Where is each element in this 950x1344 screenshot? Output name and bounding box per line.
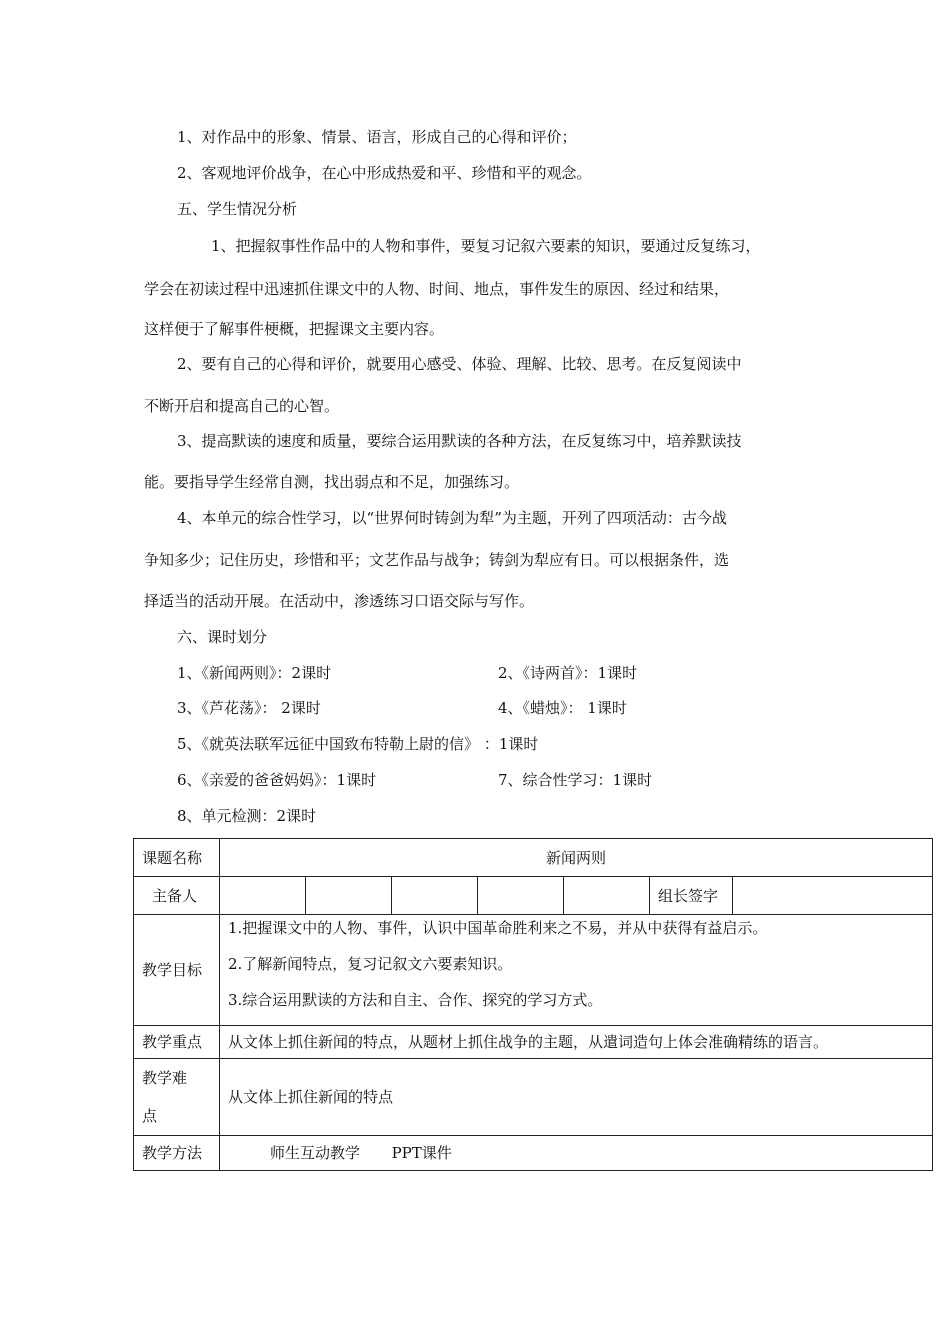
preparer-cell — [220, 877, 306, 915]
paragraph-line: 择适当的活动开展。在活动中，渗透练习口语交际与写作。 — [144, 592, 535, 610]
difficulty-label — [134, 1059, 220, 1136]
method-item: 师生互动教学 — [270, 1144, 361, 1162]
schedule-item: 3、《芦花荡》： 2课时 — [177, 699, 321, 717]
preparer-cell — [478, 877, 564, 915]
schedule-item: 7、综合性学习：1课时 — [498, 771, 653, 789]
method-item: PPT课件 — [391, 1144, 452, 1162]
difficulty-label-line: 点 — [142, 1107, 158, 1125]
preparer-cell — [564, 877, 650, 915]
method-cell — [220, 1136, 933, 1171]
paragraph-line: 不断开启和提高自己的心智。 — [144, 397, 340, 415]
table-row — [134, 1059, 933, 1136]
goals-label: 教学目标 — [134, 915, 220, 1026]
focus-label: 教学重点 — [134, 1026, 220, 1059]
method-label: 教学方法 — [134, 1136, 220, 1171]
goal-line: 1.把握课文中的人物、事件，认识中国革命胜利来之不易，并从中获得有益启示。 — [228, 919, 768, 937]
paragraph-line: 3、提高默读的速度和质量，要综合运用默读的各种方法，在反复练习中，培养默读技 — [177, 432, 742, 450]
focus-value: 从文体上抓住新闻的特点，从题材上抓住战争的主题，从遣词造句上体会准确精练的语言。 — [220, 1026, 933, 1059]
preparer-cell — [392, 877, 478, 915]
goals-cell — [220, 915, 933, 1026]
title-value: 新闻两则 — [220, 839, 933, 877]
paragraph-line: 争知多少；记住历史，珍惜和平；文艺作品与战争；铸剑为犁应有日。可以根据条件，选 — [144, 551, 730, 569]
goal-line: 3.综合运用默读的方法和自主、合作、探究的学习方式。 — [228, 991, 603, 1009]
goal-item-1: 1、对作品中的形象、情景、语言，形成自己的心得和评价； — [177, 128, 577, 146]
section-heading: 五、学生情况分析 — [177, 200, 298, 218]
schedule-item: 4、《蜡烛》： 1课时 — [498, 699, 627, 717]
goal-line: 2.了解新闻特点，复习记叙文六要素知识。 — [228, 955, 513, 973]
paragraph-line: 1、把握叙事性作品中的人物和事件，要复习记叙六要素的知识，要通过反复练习， — [211, 237, 761, 255]
preparer-label: 主备人 — [134, 877, 220, 915]
difficulty-value: 从文体上抓住新闻的特点 — [220, 1059, 933, 1136]
title-label: 课题名称 — [134, 839, 220, 877]
table-row — [134, 1136, 933, 1171]
table-row — [134, 877, 933, 915]
schedule-item: 8、单元检测：2课时 — [177, 807, 317, 825]
preparer-cell — [306, 877, 392, 915]
section-heading: 六、课时划分 — [177, 628, 268, 646]
paragraph-line: 能。要指导学生经常自测，找出弱点和不足，加强练习。 — [144, 473, 520, 491]
paragraph-line: 学会在初读过程中迅速抓住课文中的人物、时间、地点，事件发生的原因、经过和结果， — [144, 280, 730, 298]
paragraph-line: 2、要有自己的心得和评价，就要用心感受、体验、理解、比较、思考。在反复阅读中 — [177, 355, 742, 373]
leader-signature-cell — [733, 877, 933, 915]
difficulty-label-line: 教学难 — [142, 1069, 188, 1087]
lesson-plan-table — [133, 838, 933, 1171]
schedule-item: 6、《亲爱的爸爸妈妈》：1课时 — [177, 771, 377, 789]
schedule-item: 1、《新闻两则》：2课时 — [177, 664, 332, 682]
table-row — [134, 1026, 933, 1059]
schedule-item: 2、《诗两首》：1课时 — [498, 664, 638, 682]
paragraph-line: 这样便于了解事件梗概，把握课文主要内容。 — [144, 320, 445, 338]
leader-label: 组长签字 — [650, 877, 733, 915]
table-row — [134, 839, 933, 877]
schedule-item: 5、《就英法联军远征中国致布特勒上尉的信》 ：1课时 — [177, 735, 539, 753]
paragraph-line: 4、本单元的综合性学习，以“世界何时铸剑为犁”为主题，开列了四项活动：古今战 — [177, 509, 727, 527]
goal-item-2: 2、客观地评价战争，在心中形成热爱和平、珍惜和平的观念。 — [177, 164, 592, 182]
table-row — [134, 915, 933, 1026]
